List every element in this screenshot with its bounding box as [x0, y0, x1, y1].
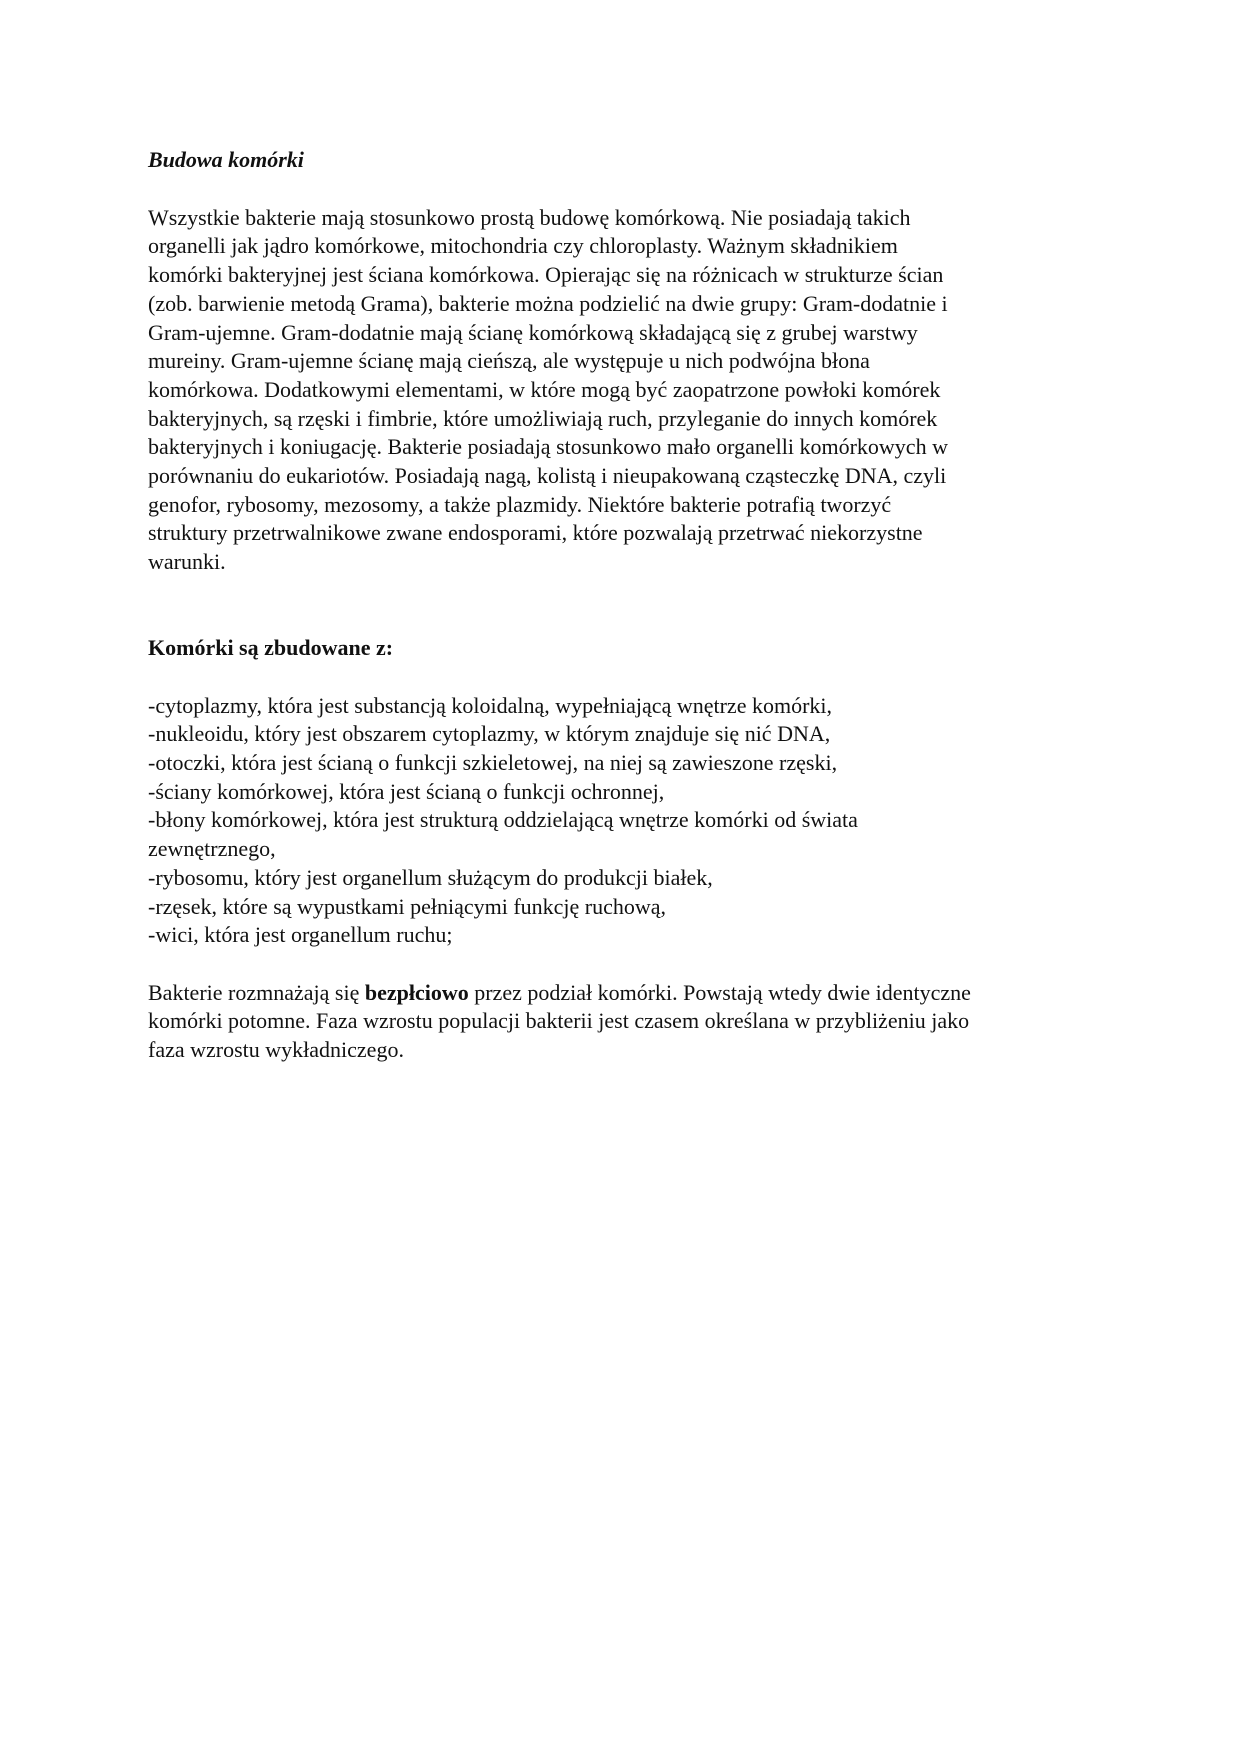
- list-item: -ściany komórkowej, która jest ścianą o funkcji ochronnej,: [148, 778, 665, 804]
- document-body: [148, 146, 1088, 1065]
- intro-line: genofor, rybosomy, mezosomy, a także plazmidy. Niektóre bakterie potrafią tworzyć: [148, 491, 892, 517]
- intro-line: (zob. barwienie metodą Grama), bakterie można podzielić na dwie grupy: Gram-dodatnie i: [148, 290, 948, 316]
- outro-text: przez podział komórki. Powstają wtedy dwie identyczne: [468, 979, 971, 1005]
- section-heading: Komórki są zbudowane z:: [148, 635, 394, 661]
- intro-line: komórkowa. Dodatkowymi elementami, w które mogą być zaopatrzone powłoki komórek: [148, 376, 941, 402]
- outro-text: Bakterie rozmnażają się: [148, 979, 365, 1005]
- intro-line: warunki.: [148, 549, 226, 575]
- intro-line: organelli jak jądro komórkowe, mitochondria czy chloroplasty. Ważnym składnikiem: [148, 233, 898, 259]
- outro-paragraph: [148, 979, 1088, 1065]
- spacer: [148, 175, 1088, 204]
- document-title: Budowa komórki: [148, 147, 304, 172]
- list-item: -rzęsek, które są wypustkami pełniącymi funkcję ruchową,: [148, 893, 667, 919]
- intro-line: Wszystkie bakterie mają stosunkowo prostą budowę komórkową. Nie posiadają takich: [148, 204, 911, 230]
- spacer: [148, 663, 1088, 692]
- outro-line: komórki potomne. Faza wzrostu populacji bakterii jest czasem określana w przybliżeniu jako: [148, 1008, 970, 1034]
- intro-line: porównaniu do eukariotów. Posiadają nagą, kolistą i nieupakowaną cząsteczkę DNA, czyli: [148, 463, 947, 489]
- intro-line: komórki bakteryjnej jest ściana komórkowa. Opierając się na różnicach w strukturze ścian: [148, 262, 944, 288]
- list-item: -wici, która jest organellum ruchu;: [148, 922, 453, 948]
- emphasized-word: bezpłciowo: [364, 979, 469, 1005]
- list-item: -otoczki, która jest ścianą o funkcji szkieletowej, na niej są zawieszone rzęski,: [148, 750, 838, 776]
- intro-line: struktury przetrwalnikowe zwane endosporami, które pozwalają przetrwać niekorzystne: [148, 520, 923, 546]
- intro-line: mureiny. Gram-ujemne ścianę mają cieńszą, ale występuje u nich podwójna błona: [148, 348, 870, 374]
- list-item: zewnętrznego,: [148, 836, 276, 862]
- list-item: -cytoplazmy, która jest substancją koloidalną, wypełniającą wnętrze komórki,: [148, 692, 833, 718]
- intro-line: Gram-ujemne. Gram-dodatnie mają ścianę komórkową składającą się z grubej warstwy: [148, 319, 918, 345]
- intro-line: bakteryjnych i koniugację. Bakterie posiadają stosunkowo mało organelli komórkowych w: [148, 434, 948, 460]
- intro-line: bakteryjnych, są rzęski i fimbrie, które umożliwiają ruch, przyleganie do innych komórek: [148, 405, 938, 431]
- list-item: -rybosomu, który jest organellum służącym do produkcji białek,: [148, 864, 713, 890]
- list-item: -nukleoidu, który jest obszarem cytoplazmy, w którym znajduje się nić DNA,: [148, 721, 831, 747]
- list-item: -błony komórkowej, która jest strukturą oddzielającą wnętrze komórki od świata: [148, 807, 858, 833]
- components-list: [148, 692, 1088, 950]
- spacer: [148, 577, 1088, 634]
- outro-line: faza wzrostu wykładniczego.: [148, 1037, 404, 1063]
- spacer: [148, 950, 1088, 979]
- outro-line: [148, 979, 1088, 1008]
- intro-paragraph: [148, 204, 1088, 577]
